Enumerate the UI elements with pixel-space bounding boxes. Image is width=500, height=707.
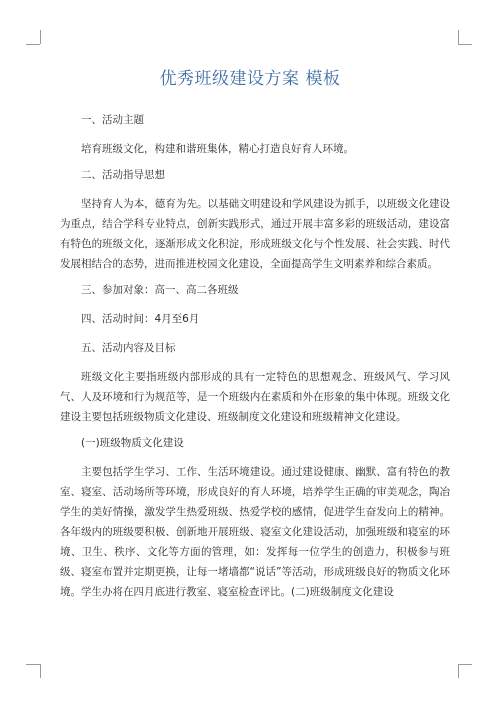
document-title: 优秀班级建设方案 模板: [159, 69, 341, 89]
section-heading: 二、活动指导思想: [81, 169, 165, 181]
section-heading: 四、活动时间：4月至6月: [81, 313, 200, 325]
body-paragraph: 主要包括学生学习、工作、生活环境建设。通过建设健康、幽默、富有特色的教室、寝室、活动场所等环境，形成良好的育人环境，培养学生正确的审美观念，陶冶学生的美好情操，激发学生热爱班级、热爱学校的感情，促进学生奋发向上的精神。各年级内的班级要积极、创新地开展班级、寝室文化建设活动，加强班级和寝室的环境、卫生、秩序、文化等方面的管理，如：发挥每一位学生的创造力，积极参与班级、寝室布置并定期更换，让每一堵墙都“说话”等活动，形成班级良好的物质文化环境。学生办将在四月底进行教室、寝室检查评比。(二)班级制度文化建设: [60, 466, 450, 598]
section-heading: 三、参加对象：高一、高二各班级: [81, 284, 239, 296]
body-paragraph: 班级文化主要指班级内部形成的具有一定特色的思想观念、班级风气、学习风气、人及环境和行为规范等，是一个班级内在素质和外在形象的集中体现。班级文化建设主要包括班级物质文化建设、班级制度文化建设和班级精神文化建设。: [60, 371, 450, 423]
section-heading: 五、活动内容及目标: [81, 342, 176, 354]
body-paragraph: 坚持育人为本，德育为先。以基础文明建设和学风建设为抓手，以班级文化建设为重点，结合学科专业特点，创新实践形式，通过开展丰富多彩的班级活动，建设富有特色的班级文化，逐渐形成文化积淀，形成班级文化与个性发展、社会实践、时代发展相结合的态势，进而推进校园文化建设，全面提高学生文明素养和综合素质。: [60, 198, 450, 270]
section-heading: 一、活动主题: [81, 114, 144, 126]
document-body: [60, 110, 450, 608]
section-heading: (一)班级物质文化建设: [81, 437, 184, 449]
body-paragraph: 培育班级文化，构建和谐班集体，精心打造良好育人环境。: [81, 143, 354, 155]
